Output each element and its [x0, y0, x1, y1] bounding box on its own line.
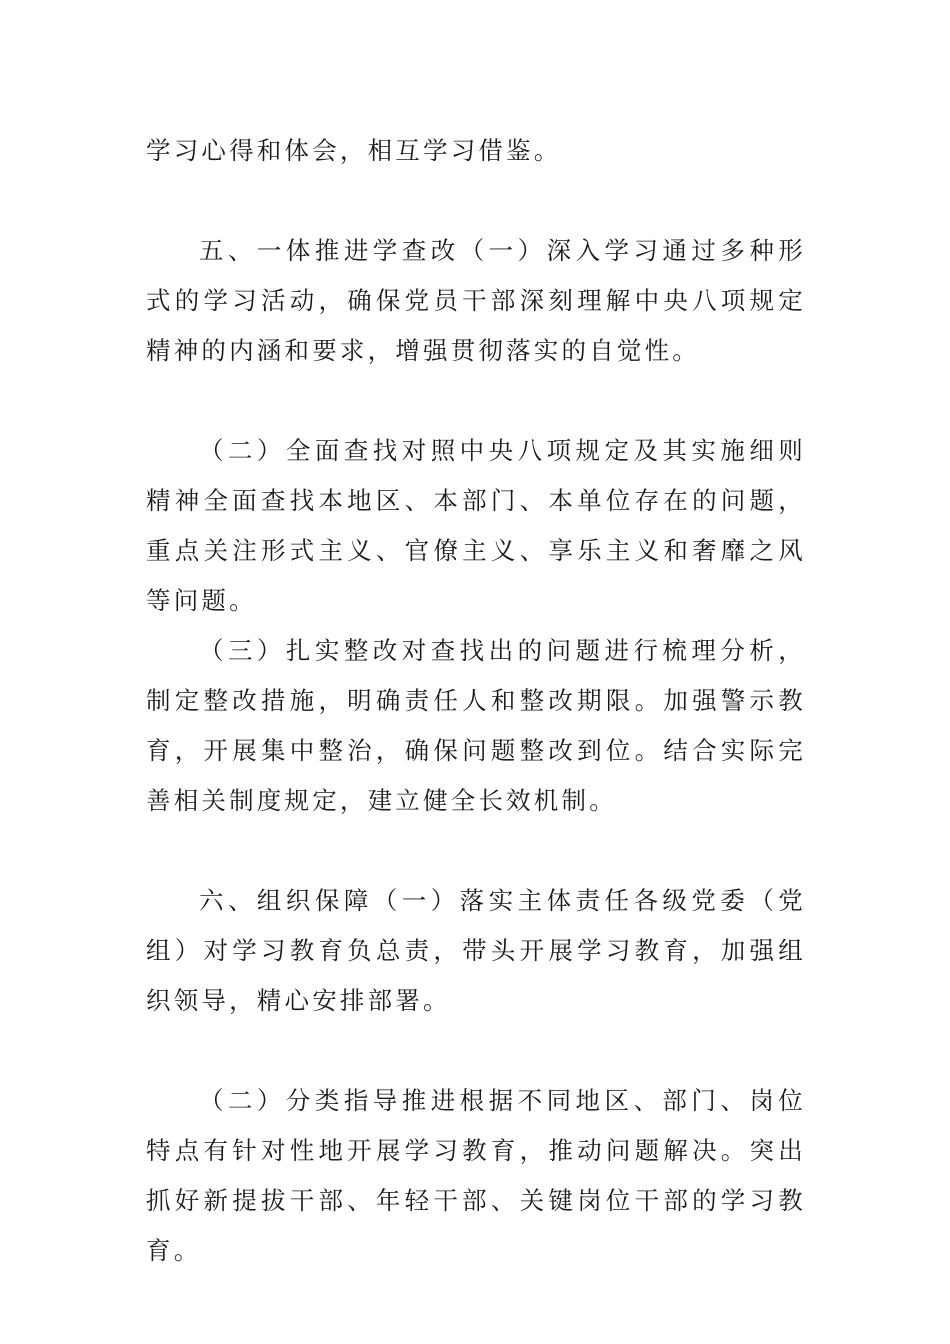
- paragraph-rectification: （三）扎实整改对查找出的问题进行梳理分析，制定整改措施，明确责任人和整改期限。加强警示教育，开展集中整治，确保问题整改到位。结合实际完善相关制度规定，建立健全长效机制。: [146, 636, 806, 815]
- paragraph-section-five: 五、一体推进学查改（一）深入学习通过多种形式的学习活动，确保党员干部深刻理解中央八项规定精神的内涵和要求，增强贯彻落实的自觉性。: [146, 236, 806, 365]
- paragraph-continuation: 学习心得和体会，相互学习借鉴。: [146, 136, 562, 165]
- paragraph-comprehensive-search: （二）全面查找对照中央八项规定及其实施细则精神全面查找本地区、本部门、本单位存在的问题，重点关注形式主义、官僚主义、享乐主义和奢靡之风等问题。: [146, 436, 806, 615]
- paragraph-section-six: 六、组织保障（一）落实主体责任各级党委（党组）对学习教育负总责，带头开展学习教育，加强组织领导，精心安排部署。: [146, 886, 806, 1015]
- paragraph-classified-guidance: （二）分类指导推进根据不同地区、部门、岗位特点有针对性地开展学习教育，推动问题解决。突出抓好新提拔干部、年轻干部、关键岗位干部的学习教育。: [146, 1086, 806, 1265]
